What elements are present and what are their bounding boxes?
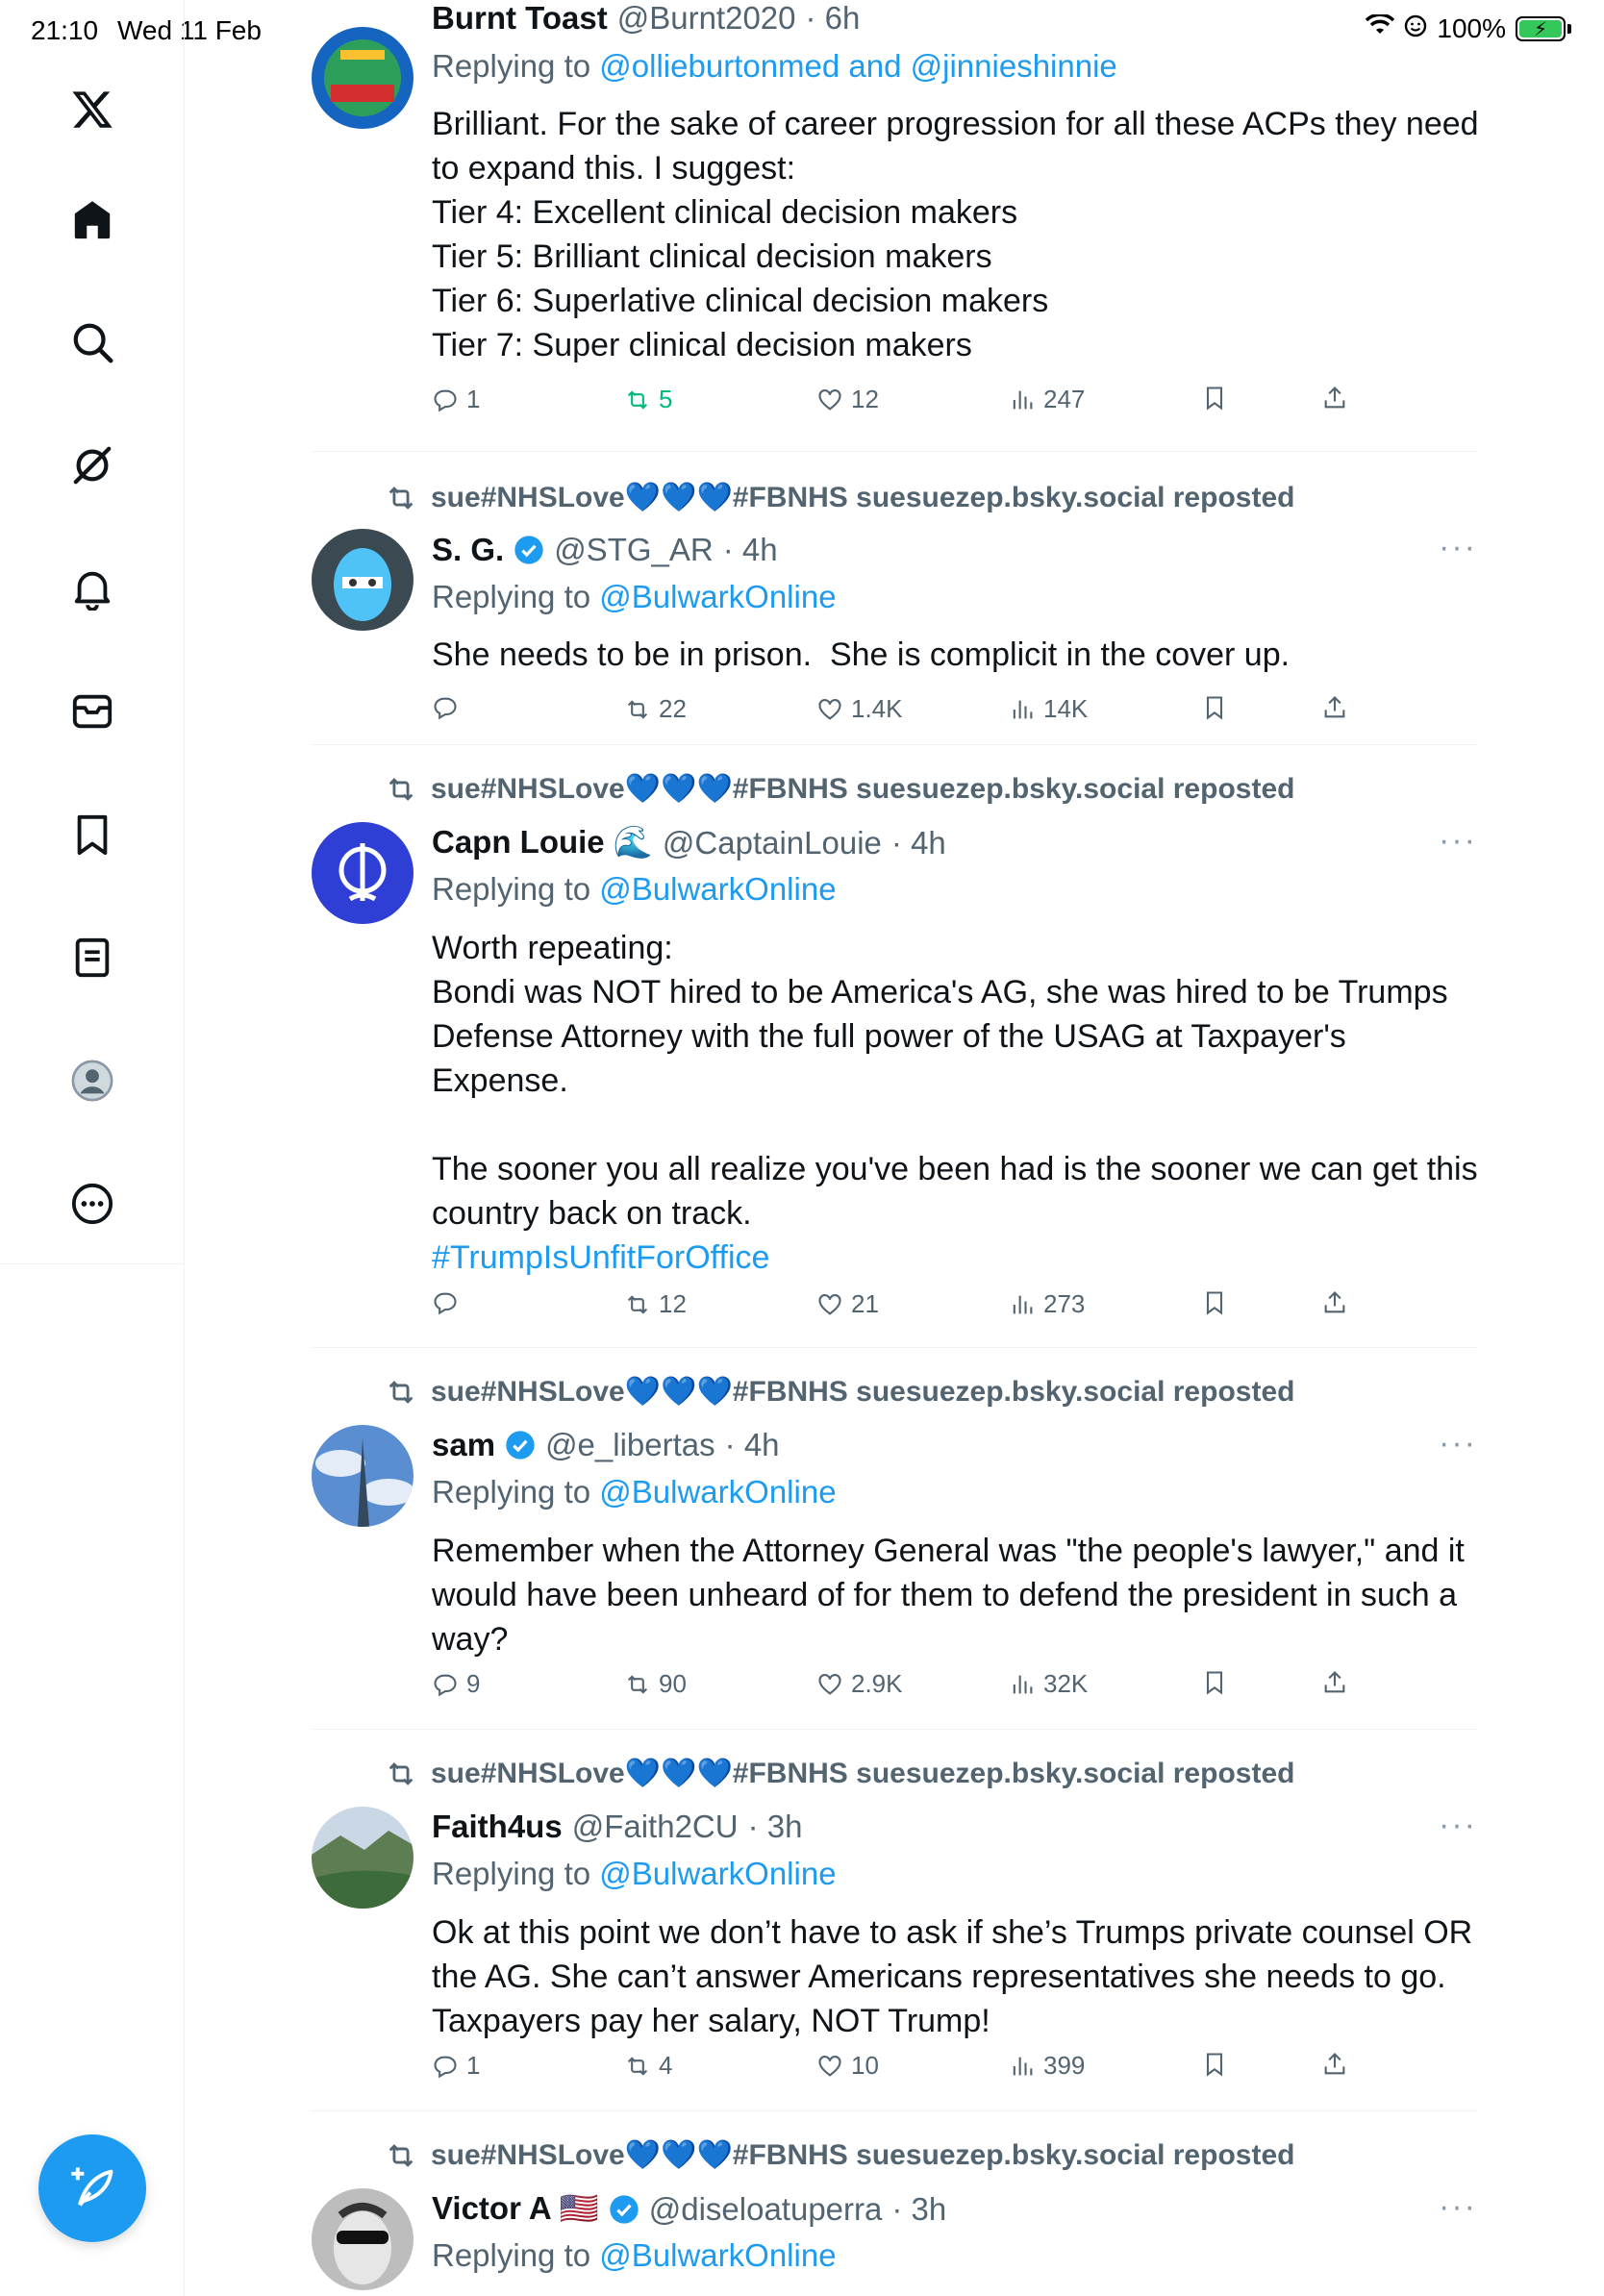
reply-button[interactable]: 9 <box>432 1669 480 1699</box>
like-button[interactable]: 1.4K <box>816 694 903 724</box>
views-button[interactable]: 32K <box>1009 1669 1088 1699</box>
repost-icon <box>385 1376 417 1409</box>
tweet[interactable] <box>312 1348 1477 1730</box>
share-button[interactable] <box>1321 1669 1348 1696</box>
author-name[interactable]: Burnt Toast <box>432 0 608 36</box>
share-icon <box>1321 1289 1348 1316</box>
repost-button[interactable]: 4 <box>624 2051 672 2081</box>
views-icon <box>1009 387 1036 413</box>
tweet-header <box>432 0 860 37</box>
repost-button[interactable]: 22 <box>624 694 687 724</box>
lists-icon[interactable] <box>63 929 121 986</box>
author-handle[interactable]: @CaptainLouie <box>662 824 882 861</box>
timeline-feed <box>312 0 1482 2296</box>
repost-icon <box>624 2053 651 2080</box>
reply-icon <box>432 387 459 413</box>
views-button[interactable]: 273 <box>1009 1289 1085 1319</box>
author-name[interactable]: S. G. <box>432 532 505 567</box>
repost-icon <box>385 1758 417 1790</box>
share-button[interactable] <box>1321 1289 1348 1316</box>
author-handle[interactable]: @diseloatuperra <box>648 2190 883 2227</box>
avatar[interactable] <box>312 27 414 129</box>
tweet-actions <box>432 1289 1355 1328</box>
compose-button[interactable] <box>38 2134 146 2242</box>
like-button[interactable]: 21 <box>816 1289 879 1319</box>
heart-icon <box>816 696 843 723</box>
tweet-text: Brilliant. For the sake of career progression for all these ACPs they need to expand this. I suggest: Tier 4: Excellent clinical decision makers Tier 5: Brilliant clinical decision makers Tier 6: Superlative clinical decision makers Tier 7: Super clinical decision makers <box>432 106 1479 363</box>
avatar[interactable] <box>312 1807 414 1909</box>
repost-context: sue#NHSLove💙💙💙#FBNHS suesuezep.bsky.social reposted <box>385 1375 1294 1409</box>
views-icon <box>1009 1671 1036 1698</box>
reply-context: Replying to @BulwarkOnline <box>432 1856 837 1891</box>
like-button[interactable]: 10 <box>816 2051 879 2081</box>
repost-context: sue#NHSLove💙💙💙#FBNHS suesuezep.bsky.social reposted <box>385 1757 1294 1790</box>
views-icon <box>1009 1291 1036 1318</box>
heart-icon <box>816 1671 843 1698</box>
share-icon <box>1321 385 1348 412</box>
reply-mention[interactable]: @BulwarkOnline <box>599 579 837 614</box>
reply-button[interactable] <box>432 694 466 721</box>
tweet-header <box>432 1427 780 1463</box>
tweet-text: Remember when the Attorney General was "the people's lawyer," and it would have been unheard of for them to defend the president in such a way? <box>432 1533 1474 1658</box>
repost-context: sue#NHSLove💙💙💙#FBNHS suesuezep.bsky.social reposted <box>385 481 1294 514</box>
share-icon <box>1321 2051 1348 2078</box>
reply-context: Replying to @BulwarkOnline <box>432 2237 837 2273</box>
tweet[interactable] <box>312 1730 1482 2111</box>
author-handle[interactable]: @Burnt2020 <box>616 0 796 36</box>
share-icon <box>1321 694 1348 721</box>
like-button[interactable]: 12 <box>816 385 879 414</box>
tweet-header <box>432 2190 946 2228</box>
reply-context: Replying to @BulwarkOnline <box>432 1474 837 1510</box>
tweet-actions <box>432 1669 1355 1708</box>
bookmark-button[interactable] <box>1201 2051 1228 2078</box>
reply-button[interactable]: 1 <box>432 385 480 414</box>
repost-icon <box>385 2139 417 2172</box>
views-button[interactable]: 247 <box>1009 385 1085 414</box>
hashtag-link[interactable]: #TrumpIsUnfitForOffice <box>432 1239 770 1276</box>
more-options-icon[interactable]: ··· <box>1439 2188 1477 2225</box>
repost-icon <box>624 696 651 723</box>
tweet-actions <box>432 694 1355 733</box>
reply-mention[interactable]: @BulwarkOnline <box>599 2237 837 2273</box>
status-date: Wed 11 Feb <box>117 15 262 45</box>
tweet[interactable] <box>312 745 1477 1348</box>
repost-icon <box>385 482 417 514</box>
status-time: 21:10 <box>31 15 99 45</box>
grok-icon[interactable] <box>63 437 121 494</box>
reply-mention[interactable]: @BulwarkOnline <box>599 1856 837 1891</box>
reply-mention[interactable]: @BulwarkOnline <box>599 871 837 907</box>
compose-icon <box>67 2163 117 2213</box>
bookmark-button[interactable] <box>1201 1289 1228 1316</box>
sidebar <box>0 0 185 2296</box>
repost-button[interactable]: 90 <box>624 1669 687 1699</box>
profile-icon[interactable] <box>63 1052 121 1110</box>
avatar[interactable] <box>312 822 414 924</box>
verified-badge-icon <box>505 1430 536 1460</box>
tweet-time[interactable]: · 6h <box>805 0 861 36</box>
share-button[interactable] <box>1321 2051 1348 2078</box>
bookmark-icon <box>1201 1669 1228 1696</box>
tweet-time[interactable]: · 3h <box>747 1809 803 1844</box>
tweet-actions <box>432 2051 1355 2089</box>
more-icon[interactable] <box>63 1175 121 1233</box>
reply-mention[interactable]: @ollieburtonmed and @jinnieshinnie <box>599 48 1117 84</box>
reply-button[interactable] <box>432 1289 466 1316</box>
tweet-header <box>432 1809 802 1845</box>
x-logo-icon[interactable] <box>63 81 121 138</box>
tweet-text: She needs to be in prison. She is complicit in the cover up. <box>432 636 1291 673</box>
repost-icon <box>624 1291 651 1318</box>
share-button[interactable] <box>1321 694 1348 721</box>
reply-button[interactable]: 1 <box>432 2051 480 2081</box>
bookmark-icon <box>1201 385 1228 412</box>
more-options-icon[interactable]: ··· <box>1439 822 1477 859</box>
avatar[interactable] <box>312 2188 414 2290</box>
author-name[interactable]: sam <box>432 1427 496 1462</box>
reply-icon <box>432 1289 459 1316</box>
reply-icon <box>432 2053 459 2080</box>
battery-icon: ⚡ <box>1516 16 1566 41</box>
repost-context: sue#NHSLove💙💙💙#FBNHS suesuezep.bsky.social reposted <box>385 2138 1294 2172</box>
bookmark-icon <box>1201 1289 1228 1316</box>
battery-percent: 100% <box>1437 13 1506 43</box>
avatar[interactable] <box>312 1425 414 1527</box>
verified-badge-icon <box>514 535 544 565</box>
tweet[interactable] <box>312 452 1477 745</box>
repost-button[interactable]: 12 <box>624 1289 687 1319</box>
bookmark-button[interactable] <box>1201 694 1228 721</box>
tweet[interactable] <box>312 0 1477 452</box>
like-button[interactable]: 2.9K <box>816 1669 903 1699</box>
author-name[interactable]: Victor A 🇺🇸 <box>432 2190 599 2226</box>
bookmark-icon <box>1201 2051 1228 2078</box>
repost-button[interactable]: 5 <box>624 385 672 414</box>
home-icon[interactable] <box>63 191 121 249</box>
reply-icon <box>432 694 459 721</box>
heart-icon <box>816 387 843 413</box>
share-button[interactable] <box>1321 385 1348 412</box>
tweet-actions <box>432 385 1355 423</box>
tweet[interactable] <box>312 2111 1477 2296</box>
bookmark-icon <box>1201 694 1228 721</box>
tweet-time[interactable]: · 4h <box>722 532 778 567</box>
tweet-header <box>432 532 778 568</box>
tweet-header <box>432 824 946 861</box>
views-button[interactable]: 14K <box>1009 694 1088 724</box>
verified-badge-icon <box>609 2194 639 2225</box>
bookmarks-icon[interactable] <box>63 806 121 863</box>
repost-icon <box>624 1671 651 1698</box>
reply-mention[interactable]: @BulwarkOnline <box>599 1474 837 1510</box>
reply-icon <box>432 1671 459 1698</box>
tweet-time[interactable]: · 4h <box>724 1427 780 1462</box>
repost-icon <box>624 387 651 413</box>
author-handle[interactable]: @Faith2CU <box>571 1809 739 1844</box>
bookmark-button[interactable] <box>1201 1669 1228 1696</box>
avatar[interactable] <box>312 529 414 631</box>
author-handle[interactable]: @e_libertas <box>545 1427 715 1462</box>
tweet-text: Worth repeating: Bondi was NOT hired to be America's AG, she was hired to be Trumps Defense Attorney with the full power of the USAG at Taxpayer's Expense. The sooner you all realize you've been had is the sooner we can get this country back on track. #TrumpIsUnfitForOffice <box>432 926 1480 1280</box>
reply-context: Replying to @BulwarkOnline <box>432 871 837 907</box>
tweet-text: Ok at this point we don’t have to ask if she’s Trumps private counsel OR the AG. She can’t answer Americans representatives she needs to go. Taxpayers pay her salary, NOT Trump! <box>432 1914 1482 2039</box>
author-handle[interactable]: @STG_AR <box>554 532 714 567</box>
share-icon <box>1321 1669 1348 1696</box>
search-icon[interactable] <box>63 313 121 371</box>
heart-icon <box>816 1291 843 1318</box>
notifications-icon[interactable] <box>63 560 121 617</box>
more-options-icon[interactable]: ··· <box>1439 529 1477 565</box>
views-icon <box>1009 2053 1036 2080</box>
tweet-time[interactable]: · 3h <box>891 2190 947 2227</box>
reply-context: Replying to @ollieburtonmed and @jinnieshinnie <box>432 48 1117 84</box>
messages-icon[interactable] <box>63 683 121 740</box>
reply-context: Replying to @BulwarkOnline <box>432 579 837 614</box>
more-options-icon[interactable]: ··· <box>1439 1807 1477 1843</box>
repost-context: sue#NHSLove💙💙💙#FBNHS suesuezep.bsky.social reposted <box>385 772 1294 806</box>
views-icon <box>1009 696 1036 723</box>
more-options-icon[interactable]: ··· <box>1439 1425 1477 1461</box>
repost-icon <box>385 773 417 806</box>
views-button[interactable]: 399 <box>1009 2051 1085 2081</box>
heart-icon <box>816 2053 843 2080</box>
author-name[interactable]: Capn Louie 🌊 <box>432 824 653 860</box>
author-name[interactable]: Faith4us <box>432 1809 563 1844</box>
bookmark-button[interactable] <box>1201 385 1228 412</box>
tweet-time[interactable]: · 4h <box>890 824 946 861</box>
